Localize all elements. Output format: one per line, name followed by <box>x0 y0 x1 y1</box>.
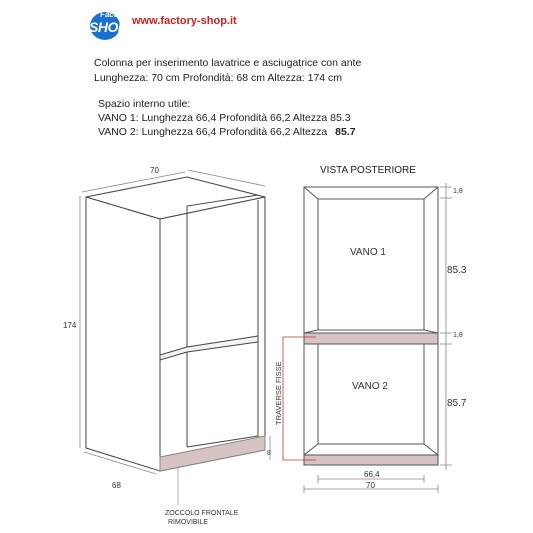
logo-text-main: SHOP <box>89 19 127 35</box>
plinth-height-label: 8 <box>267 450 271 457</box>
front-width-label: 70 <box>150 166 159 175</box>
overall-dimensions: Lunghezza: 70 cm Profondità: 68 cm Altezza: 174 cm <box>94 72 343 84</box>
front-cabinet-drawing <box>86 177 265 471</box>
vano2-height-label: 85.7 <box>447 398 467 409</box>
site-url-link[interactable]: www.factory-shop.it <box>132 15 237 27</box>
rear-cabinet-drawing <box>304 187 438 465</box>
rear-vano1-label: VANO 1 <box>350 247 386 258</box>
product-title: Colonna per inserimento lavatrice e asciugatrice con ante <box>94 57 362 69</box>
shelf-thickness-label: 1,8 <box>453 332 463 339</box>
plinth-caption-line-2: RIMOVIBILE <box>168 519 209 526</box>
rear-vano2-label: VANO 2 <box>352 381 388 392</box>
top-thickness-label: 1,8 <box>453 188 463 195</box>
plinth-caption-line-1: ZOCCOLO FRONTALE <box>165 510 239 517</box>
rear-view-title: VISTA POSTERIORE <box>320 165 416 176</box>
inner-width-label: 66,4 <box>364 470 380 479</box>
inner-space-title: Spazio interno utile: <box>98 98 191 110</box>
front-height-label: 174 <box>63 321 77 330</box>
logo-text-top: Factory <box>100 10 129 19</box>
front-depth-label: 68 <box>112 481 121 490</box>
rear-vertical-dimensions <box>440 183 452 470</box>
vano2-dimensions-text: VANO 2: Lunghezza 66,4 Profondità 66,2 Altezza <box>98 126 328 138</box>
vano1-dimensions: VANO 1: Lunghezza 66,4 Profondità 66,2 Altezza 85.3 <box>98 112 351 124</box>
vano1-height-label: 85.3 <box>447 265 467 276</box>
outer-width-label: 70 <box>366 481 375 490</box>
vano2-height-bold: 85.7 <box>335 126 356 138</box>
crossbar-label: TRAVERSE FISSE <box>274 361 283 425</box>
